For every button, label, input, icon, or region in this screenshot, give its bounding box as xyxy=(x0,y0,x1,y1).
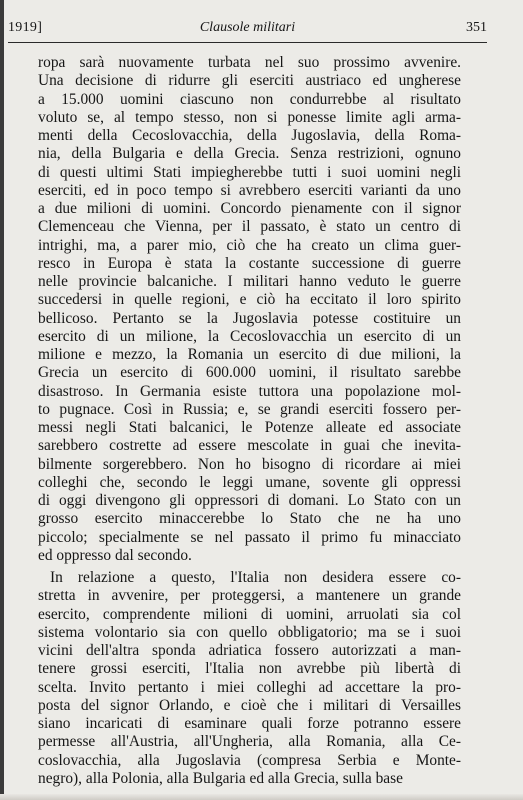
text-line: to pugnace. Così in Russia; e, se grandi eserciti fossero per- xyxy=(38,400,461,418)
scan-bottom-edge xyxy=(0,794,523,800)
text-line: resco in Europa è stata la costante successione di guerre xyxy=(38,254,461,272)
text-line: piccolo; specialmente se nel passato il primo fu minacciato xyxy=(38,528,461,546)
text-line: vicini dell'altra sponda adriatica fossero autorizzati a man- xyxy=(38,642,461,659)
body-text xyxy=(38,54,461,788)
text-line: siano incaricati di esaminare quali forze potranno essere xyxy=(38,715,461,732)
running-head-year: 1919] xyxy=(8,20,43,35)
text-line: bilmente sorgerebbero. Non ho bisogno di ricordare ai miei xyxy=(38,455,461,473)
text-line: negro), alla Polonia, alla Bulgaria ed alla Grecia, sulla base xyxy=(38,769,403,787)
text-line: nelle provincie balcaniche. I militari hanno veduto le guerre xyxy=(38,273,461,290)
text-line: stretta in avvenire, per proteggersi, a mantenere un grande xyxy=(38,587,461,605)
text-line: In relazione a questo, l'Italia non desidera essere co- xyxy=(50,569,461,586)
text-line: messi negli Stati balcanici, le Potenze alleate ed associate xyxy=(38,419,461,436)
paragraph xyxy=(38,569,461,788)
book-page xyxy=(4,0,523,800)
text-line: ed oppresso dal secondo. xyxy=(38,546,192,564)
text-line: di questi ultimi Stati impiegherebbe tutti i suoi uomini negli xyxy=(38,163,461,181)
text-line: milione e mezzo, la Romania un esercito di due milioni, la xyxy=(38,346,461,363)
text-line: tenere grossi eserciti, l'Italia non avrebbe più libertà di xyxy=(38,660,461,678)
text-line: menti della Cecoslovacchia, della Jugoslavia, della Roma- xyxy=(38,127,461,144)
text-line: permesse all'Austria, all'Ungheria, alla Romania, alla Ce- xyxy=(38,733,461,751)
paragraph xyxy=(38,54,461,565)
text-line: intrighi, ma, a parer mio, ciò che ha creato un clima guer- xyxy=(38,236,461,254)
text-line: sistema volontario sia con quello obbligatorio; ma se i suoi xyxy=(38,623,461,641)
text-line: di oggi divengono gli oppressori di domani. Lo Stato con un xyxy=(38,492,461,509)
running-head xyxy=(8,20,487,42)
text-line: coslovacchia, alla Jugoslavia (compresa Serbia e Monte- xyxy=(38,751,461,769)
text-line: bellicoso. Pertanto se la Jugoslavia potesse costituire un xyxy=(38,309,461,327)
text-line: scelta. Invito pertanto i miei colleghi ad accettare la pro- xyxy=(38,678,461,696)
text-line: eserciti, ed in poco tempo si avrebbero eserciti varianti da uno xyxy=(38,181,461,199)
text-line: grosso esercito minaccerebbe lo Stato che ne ha uno xyxy=(38,510,461,528)
text-line: nia, della Bulgaria e della Grecia. Senza restrizioni, ognuno xyxy=(38,145,461,163)
text-line: Una decisione di ridurre gli eserciti austriaco ed ungherese xyxy=(38,72,461,90)
text-line: Grecia un esercito di 600.000 uomini, il risultato sarebbe xyxy=(38,364,461,382)
text-line: a 15.000 uomini ciascuno non condurrebbe al risultato xyxy=(38,90,461,108)
header-rule xyxy=(8,42,487,43)
text-line: succedersi in quelle regioni, e ciò ha eccitato il loro spirito xyxy=(38,291,461,309)
text-line: colleghi che, secondo le leggi umane, sovente gli oppressi xyxy=(38,473,461,491)
text-line: a due milioni di uomini. Concordo pienamente con il signor xyxy=(38,200,461,217)
text-line: sarebbero costrette ad essere mescolate in guai che inevita- xyxy=(38,437,461,455)
text-line: posta del signor Orlando, e cioè che i militari di Versailles xyxy=(38,696,461,714)
text-line: esercito di un milione, la Cecoslovacchia un esercito di un xyxy=(38,327,461,345)
text-line: ropa sarà nuovamente turbata nel suo prossimo avvenire. xyxy=(38,54,461,71)
text-line: disastroso. In Germania esiste tuttora una popolazione mol- xyxy=(38,382,461,400)
text-line: esercito, comprendente milioni di uomini, arruolati sia col xyxy=(38,605,461,623)
text-line: Clemenceau che Vienna, per il passato, è stato un centro di xyxy=(38,218,461,236)
page-number: 351 xyxy=(466,20,487,35)
running-head-title: Clausole militari xyxy=(199,20,296,35)
text-line: voluto se, al tempo stesso, non si ponesse limite agli arma- xyxy=(38,108,461,126)
